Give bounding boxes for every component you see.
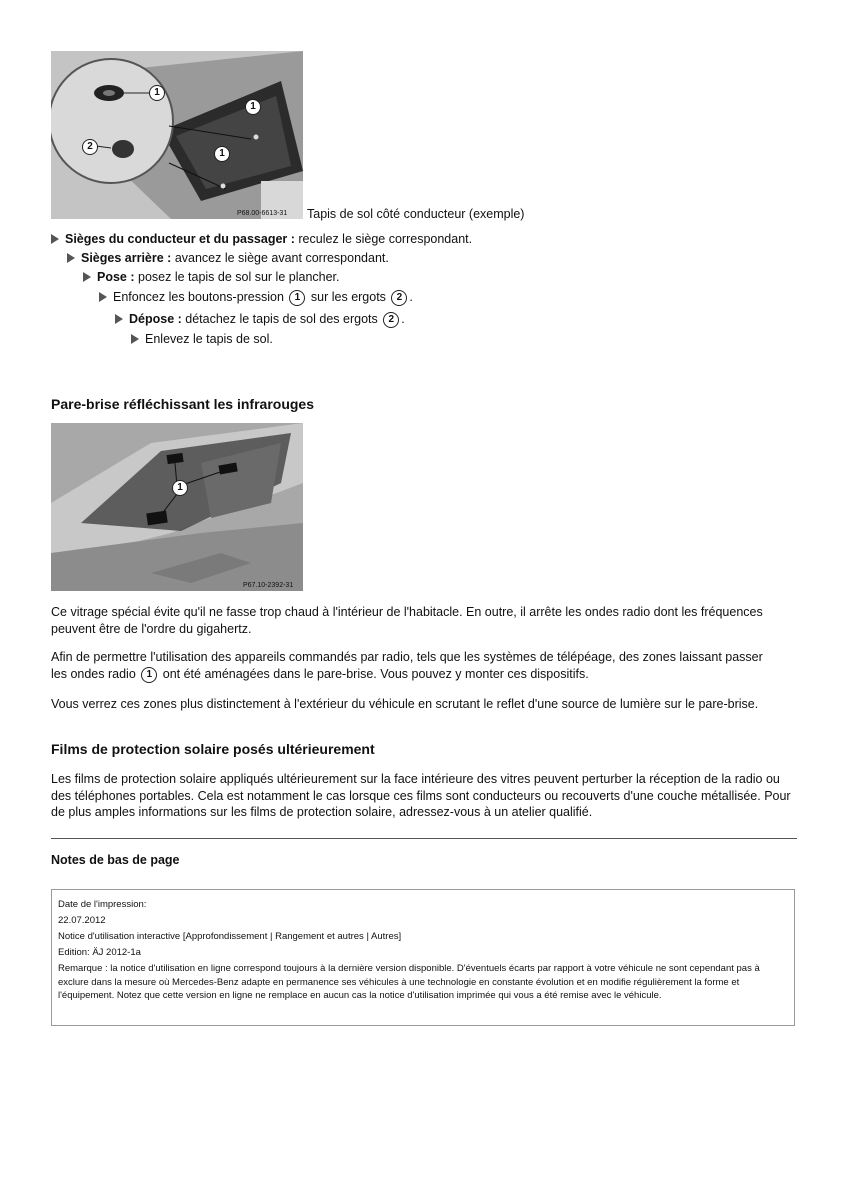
callout-ref-2: 2 xyxy=(383,312,399,328)
step-front-seats xyxy=(51,231,472,247)
callout-1-right: 1 xyxy=(245,99,261,115)
callout-ref-2: 2 xyxy=(391,290,407,306)
arrow-icon xyxy=(83,272,91,282)
paragraph-text: ont été aménagées dans le pare-brise. Vous pouvez y monter ces dispositifs. xyxy=(162,667,589,681)
step-text: Enlevez le tapis de sol. xyxy=(145,332,273,346)
paragraph-special-glass: Ce vitrage spécial évite qu'il ne fasse trop chaud à l'intérieur de l'habitacle. En outre, il arrête les ondes radio dont les fréquences peuvent être de l'ordre du gigahertz. xyxy=(51,605,763,636)
step-label: Dépose : xyxy=(129,312,182,326)
arrow-icon xyxy=(51,234,59,244)
section-title-windshield: Pare-brise réfléchissant les infrarouges xyxy=(51,396,314,412)
callout-ref-1: 1 xyxy=(289,290,305,306)
callout-1-top: 1 xyxy=(149,85,165,101)
paragraph-line xyxy=(51,666,796,683)
step-text: détachez le tapis de sol des ergots xyxy=(181,312,378,326)
arrow-icon xyxy=(99,292,107,302)
step-install xyxy=(83,269,340,285)
edition: Edition: ÄJ 2012-1a xyxy=(58,947,141,958)
print-date-label: Date de l'impression: xyxy=(58,899,147,910)
step-text-mid: sur les ergots xyxy=(310,290,386,304)
windshield-photo xyxy=(51,423,303,591)
step-text: avancez le siège avant correspondant. xyxy=(171,251,389,265)
remark: Remarque : la notice d'utilisation en ligne correspond toujours à la dernière version disponible. D'éventuels écarts par rapport à votre véhicule ne sont cependant pas à exclure dans la mesure où Mercedes-Benz adapte en permanence ses véhicules à une technologie en constante évolution et en modifie régulièrement la forme et l'équipement. Notez que cette version en ligne ne remplace en aucun cas la notice d'utilisation imprimée qui vous a été remise avec le véhicule. xyxy=(58,963,760,1001)
callout-1: 1 xyxy=(172,480,188,496)
footnotes-title: Notes de bas de page xyxy=(51,853,180,867)
callout-2: 2 xyxy=(82,139,98,155)
floor-mat-photo xyxy=(51,51,303,219)
photo-code-label: P68.00-6613-31 xyxy=(237,210,288,217)
step-label: Sièges arrière : xyxy=(81,251,172,265)
step-remove xyxy=(115,311,405,328)
figure-caption: Tapis de sol côté conducteur (exemple) xyxy=(307,207,525,221)
windshield-illustration xyxy=(51,423,303,591)
step-end: . xyxy=(409,290,413,304)
step-text: posez le tapis de sol sur le plancher. xyxy=(134,270,340,284)
section-title-solar-films: Films de protection solaire posés ultérieurement xyxy=(51,741,375,757)
paragraph-solar-films: Les films de protection solaire appliqués ultérieurement sur la face intérieure des vitres peuvent perturber la réception de la radio ou des téléphones portables. Cela est notamment le cas lorsque ces films sont conducteurs ou recouverts d'une couche métallisée. Pour de plus amples informations sur les films de protection solaire, adressez-vous à un atelier qualifié. xyxy=(51,772,791,819)
paragraph-visibility: Vous verrez ces zones plus distinctement à l'extérieur du véhicule en scrutant le reflet d'une source de lumière sur le pare-brise. xyxy=(51,697,759,711)
step-rear-seats xyxy=(67,250,389,266)
callout-ref-1: 1 xyxy=(141,667,157,683)
paragraph-line: Afin de permettre l'utilisation des appareils commandés par radio, tels que les systèmes de télépéage, des zones laissant passer xyxy=(51,650,763,664)
arrow-icon xyxy=(115,314,123,324)
notice-path: Notice d'utilisation interactive [Approfondissement | Rangement et autres | Autres] xyxy=(58,931,402,942)
divider xyxy=(51,838,797,839)
step-end: . xyxy=(401,312,405,326)
paragraph-radio-zones xyxy=(51,649,796,683)
step-text: Enfoncez les boutons-pression xyxy=(113,290,284,304)
photo-code-label: P67.10-2392-31 xyxy=(243,582,294,589)
step-text: reculez le siège correspondant. xyxy=(294,232,473,246)
step-label: Sièges du conducteur et du passager : xyxy=(65,232,295,246)
arrow-icon xyxy=(131,334,139,344)
floor-mat-illustration xyxy=(51,51,303,219)
footnotes-box xyxy=(51,889,795,1026)
callout-1-bottom: 1 xyxy=(214,146,230,162)
step-press-buttons xyxy=(99,289,413,306)
arrow-icon xyxy=(67,253,75,263)
step-take-out xyxy=(131,331,273,347)
step-label: Pose : xyxy=(97,270,135,284)
paragraph-text: les ondes radio xyxy=(51,667,136,681)
print-date: 22.07.2012 xyxy=(58,915,106,926)
